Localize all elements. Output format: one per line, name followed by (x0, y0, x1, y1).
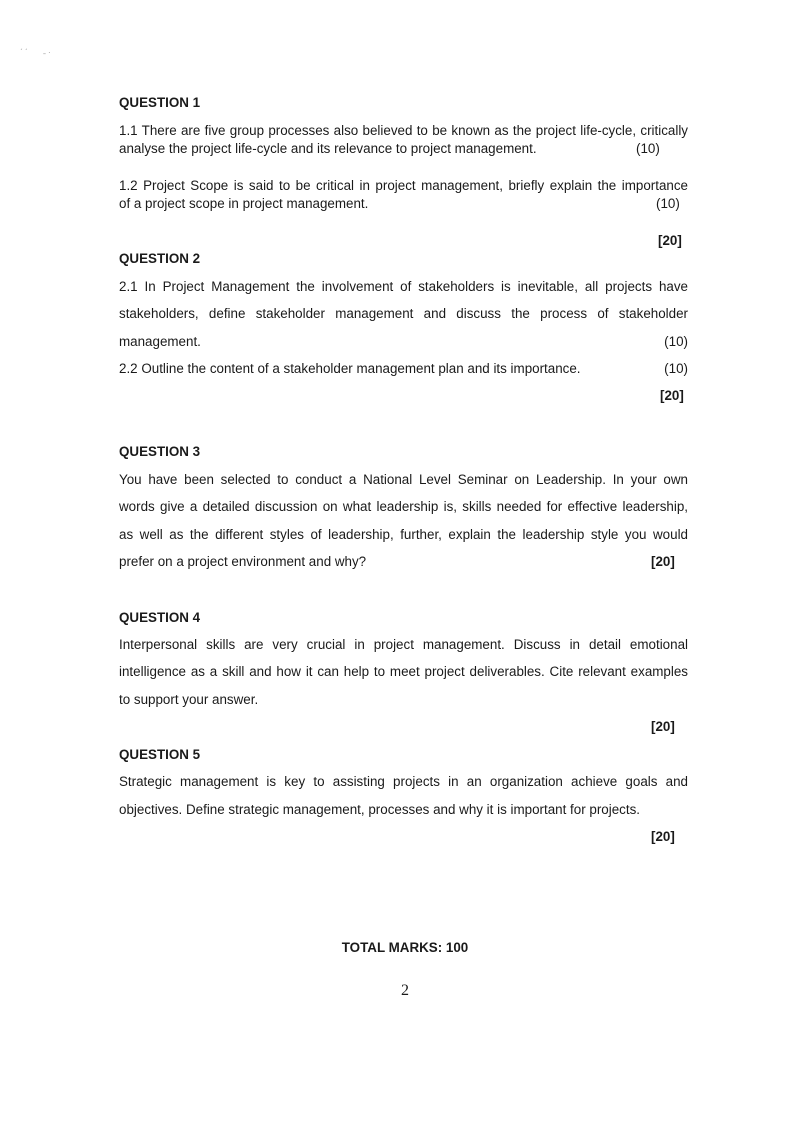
q4-total: [20] (651, 719, 675, 734)
q1-2-marks: (10) (656, 196, 680, 211)
q5-line: objectives. Define strategic management, processes and why it is important for projects. (119, 802, 640, 817)
q1-1-line: analyse the project life-cycle and its relevance to project management. (119, 141, 537, 156)
question-5-heading: QUESTION 5 (119, 747, 201, 762)
q2-2-line-row (119, 361, 688, 377)
q1-total: [20] (658, 233, 682, 248)
q3-line: words give a detailed discussion on what leadership is, skills needed for effective leadership, (119, 499, 688, 514)
q4-line: to support your answer. (119, 692, 259, 707)
question-4-heading: QUESTION 4 (119, 610, 201, 625)
q1-1-line: 1.1 There are five group processes also believed to be known as the project life-cycle, critically (119, 123, 688, 138)
q1-1-marks: (10) (636, 141, 660, 156)
q3-line: as well as the different styles of leadership, further, explain the leadership style you would (119, 527, 688, 542)
q1-2-line: 1.2 Project Scope is said to be critical in project management, briefly explain the importance (119, 178, 688, 193)
question-1-heading: QUESTION 1 (119, 95, 201, 110)
q5-line: Strategic management is key to assisting projects in an organization achieve goals and (119, 774, 688, 789)
q5-total: [20] (651, 829, 675, 844)
q2-2-line: 2.2 Outline the content of a stakeholder management plan and its importance. (119, 361, 581, 376)
q3-total: [20] (651, 554, 675, 569)
q2-2-marks: (10) (664, 361, 688, 376)
q4-line: intelligence as a skill and how it can help to meet project deliverables. Cite relevant examples (119, 664, 688, 679)
question-2-heading: QUESTION 2 (119, 251, 201, 266)
q2-1-last-line (119, 334, 688, 350)
total-marks: TOTAL MARKS: 100 (341, 940, 469, 955)
q3-line: You have been selected to conduct a National Level Seminar on Leadership. In your own (119, 472, 688, 487)
question-3-heading: QUESTION 3 (119, 444, 201, 459)
q1-2-line: of a project scope in project management. (119, 196, 369, 211)
q4-line: Interpersonal skills are very crucial in project management. Discuss in detail emotional (119, 637, 688, 652)
q2-1-line: stakeholders, define stakeholder management and discuss the process of stakeholder (119, 306, 688, 321)
page-number: 2 (401, 982, 409, 999)
q2-1-line: 2.1 In Project Management the involvement of stakeholders is inevitable, all projects have (119, 279, 688, 294)
q2-1-line: management. (119, 334, 201, 349)
q2-total: [20] (660, 388, 684, 403)
q3-line: prefer on a project environment and why? (119, 554, 367, 569)
scan-mark: ˊ ˊ ˗ · (20, 48, 51, 57)
q2-1-marks: (10) (664, 334, 688, 349)
